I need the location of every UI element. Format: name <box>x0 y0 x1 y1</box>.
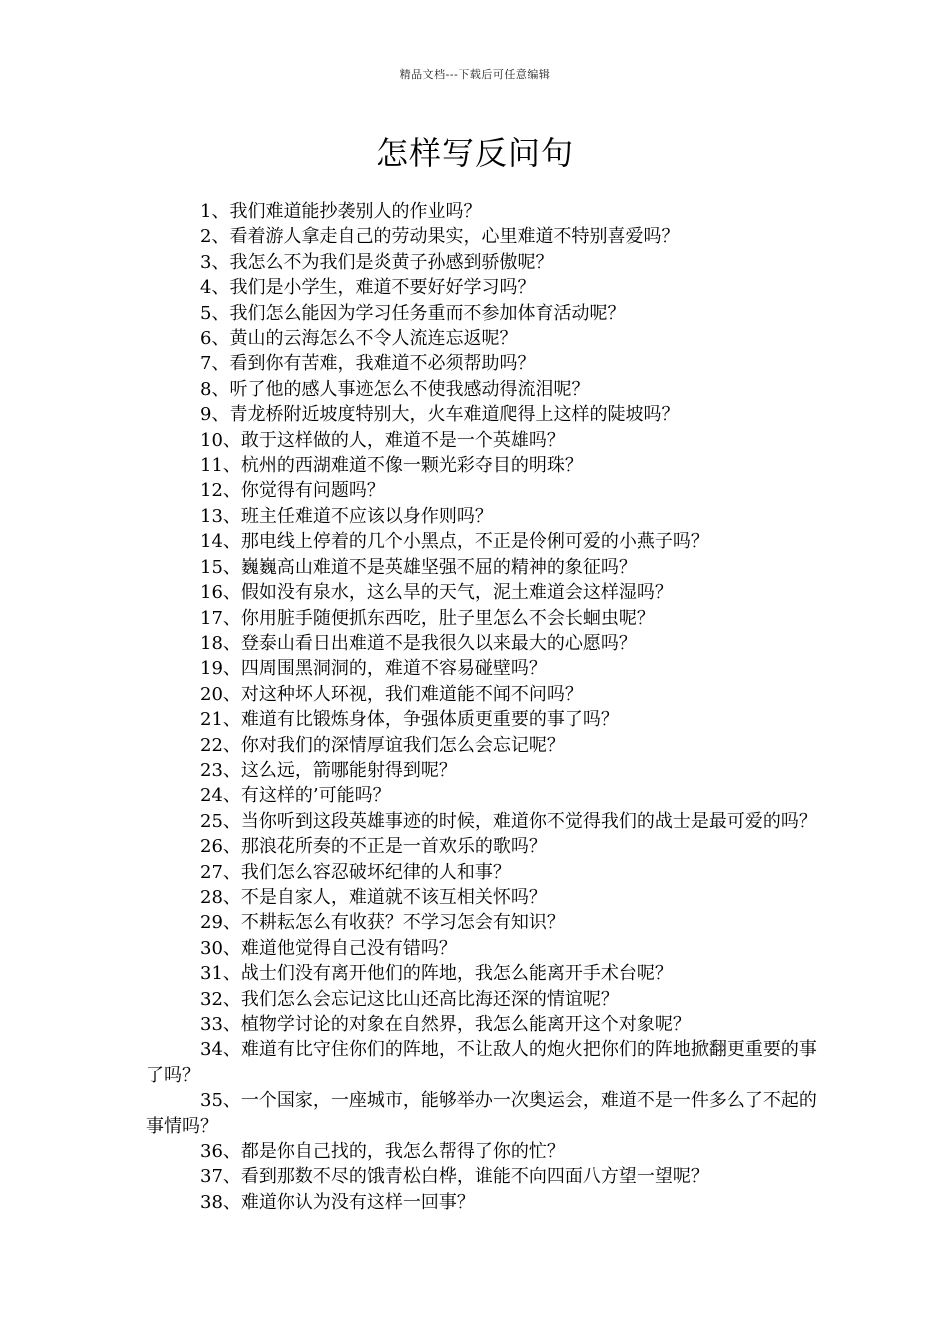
list-item: 26、那浪花所奏的不正是一首欢乐的歌吗？ <box>200 836 547 858</box>
list-item: 4、我们是小学生，难道不要好好学习吗？ <box>200 277 536 299</box>
document-title: 怎样写反问句 <box>375 134 574 172</box>
list-item: 30、难道他觉得自己没有错吗？ <box>200 937 457 959</box>
list-item: 33、植物学讨论的对象在自然界，我怎么能离开这个对象呢？ <box>200 1014 691 1035</box>
list-item: 14、那电线上停着的几个小黑点，不正是伶俐可爱的小燕子吗？ <box>200 531 709 553</box>
list-item: 22、你对我们的深情厚谊我们怎么会忘记呢？ <box>200 734 565 756</box>
list-item: 15、巍巍高山难道不是英雄坚强不屈的精神的象征吗？ <box>200 556 637 578</box>
list-item: 2、看着游人拿走自己的劳动果实，心里难道不特别喜爱吗？ <box>200 226 680 248</box>
list-item: 10、敢于这样做的人，难道不是一个英雄吗？ <box>200 429 565 451</box>
list-item: 3、我怎么不为我们是炎黄子孙感到骄傲呢？ <box>200 251 554 273</box>
list-item: 27、我们怎么容忍破坏纪律的人和事？ <box>200 861 511 883</box>
list-item: 31、战士们没有离开他们的阵地，我怎么能离开手术台呢？ <box>200 963 673 985</box>
list-item: 9、青龙桥附近坡度特别大，火车难道爬得上这样的陡坡吗？ <box>200 404 680 426</box>
list-item: 28、不是自家人，难道就不该互相关怀吗？ <box>200 886 547 908</box>
list-item: 5、我们怎么能因为学习任务重而不参加体育活动呢？ <box>200 302 626 324</box>
list-item: 38、难道你认为没有这样一回事？ <box>200 1191 475 1213</box>
list-item: 23、这么远，箭哪能射得到呢？ <box>200 759 457 781</box>
list-item: 36、都是你自己找的，我怎么帮得了你的忙？ <box>200 1141 565 1163</box>
list-item: 37、看到那数不尽的饿青松白桦，谁能不向四面八方望一望呢？ <box>200 1166 709 1188</box>
question-list <box>146 199 826 1215</box>
list-item: 19、四周围黑洞洞的，难道不容易碰壁吗？ <box>200 658 547 680</box>
list-item: 20、对这种坏人环视，我们难道能不闻不问吗？ <box>200 683 583 705</box>
list-item: 12、你觉得有问题吗？ <box>200 480 385 502</box>
list-item: 6、黄山的云海怎么不令人流连忘返呢？ <box>200 328 518 350</box>
list-item: 8、听了他的感人事迹怎么不使我感动得流泪呢？ <box>200 378 590 400</box>
list-item: 21、难道有比锻炼身体，争强体质更重要的事了吗？ <box>200 709 619 731</box>
list-item: 29、不耕耘怎么有收获？不学习怎会有知识？ <box>200 912 565 934</box>
list-item: 11、杭州的西湖难道不像一颗光彩夺目的明珠？ <box>200 455 583 477</box>
list-item: 24、有这样的’可能吗？ <box>200 785 391 807</box>
list-item: 35、一个国家，一座城市，能够举办一次奥运会，难道不是一件多么了不起的事情吗？ <box>146 1090 817 1137</box>
list-item: 16、假如没有泉水，这么旱的天气，泥土难道会这样湿吗？ <box>200 582 673 604</box>
list-item: 7、看到你有苦难，我难道不必须帮助吗？ <box>200 353 536 375</box>
list-item: 18、登泰山看日出难道不是我很久以来最大的心愿吗？ <box>200 632 637 654</box>
header-note: 精品文档---下载后可任意编辑 <box>399 68 551 81</box>
list-item: 32、我们怎么会忘记这比山还高比海还深的情谊呢？ <box>200 988 619 1010</box>
list-item: 25、当你听到这段英雄事迹的时候，难道你不觉得我们的战士是最可爱的吗？ <box>200 810 817 832</box>
list-item: 13、班主任难道不应该以身作则吗？ <box>200 505 493 527</box>
list-item: 17、你用脏手随便抓东西吃，肚子里怎么不会长蛔虫呢？ <box>200 607 655 629</box>
list-item: 1、我们难道能抄袭别人的作业吗？ <box>200 201 482 222</box>
list-item: 34、难道有比守住你们的阵地，不让敌人的炮火把你们的阵地掀翻更重要的事了吗？ <box>146 1039 817 1086</box>
